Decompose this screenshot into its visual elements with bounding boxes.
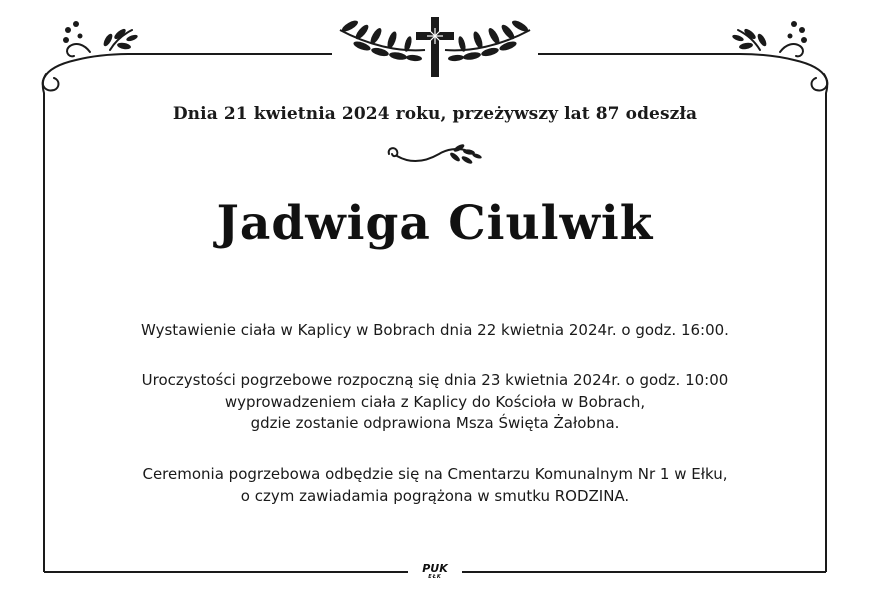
ceremony-paragraph xyxy=(60,370,810,435)
puk-logo xyxy=(414,563,456,580)
leaf-sprig-icon xyxy=(385,142,485,170)
ceremony-line: wyprowadzeniem ciała z Kaplicy do Kościoła w Bobrach, xyxy=(224,392,646,411)
ceremony-line: Uroczystości pogrzebowe rozpoczną się dnia 23 kwietnia 2024r. o godz. 10:00 xyxy=(141,371,729,389)
cross-with-olive-branches-icon xyxy=(340,17,530,77)
floral-flourish-icon xyxy=(738,30,827,93)
deceased-name: Jadwiga Ciulwik xyxy=(216,196,654,251)
burial-line: Ceremonia pogrzebowa odbędzie się na Cmentarzu Komunalnym Nr 1 w Ełku, xyxy=(142,465,728,483)
floral-flourish-icon xyxy=(43,30,132,93)
ceremony-line: gdzie zostanie odprawiona Msza Święta Żałobna. xyxy=(250,414,620,432)
death-date-headline: Dnia 21 kwietnia 2024 roku, przeżywszy lat 87 odeszła xyxy=(172,104,698,124)
logo-main-text: PUK xyxy=(422,562,448,575)
burial-line: o czym zawiadamia pogrążona w smutku RODZINA. xyxy=(240,486,630,505)
viewing-paragraph: Wystawienie ciała w Kaplicy w Bobrach dnia 22 kwietnia 2024r. o godz. 16:00. xyxy=(141,321,729,339)
burial-paragraph xyxy=(60,464,810,507)
logo-sub-text: EŁK xyxy=(428,574,442,580)
